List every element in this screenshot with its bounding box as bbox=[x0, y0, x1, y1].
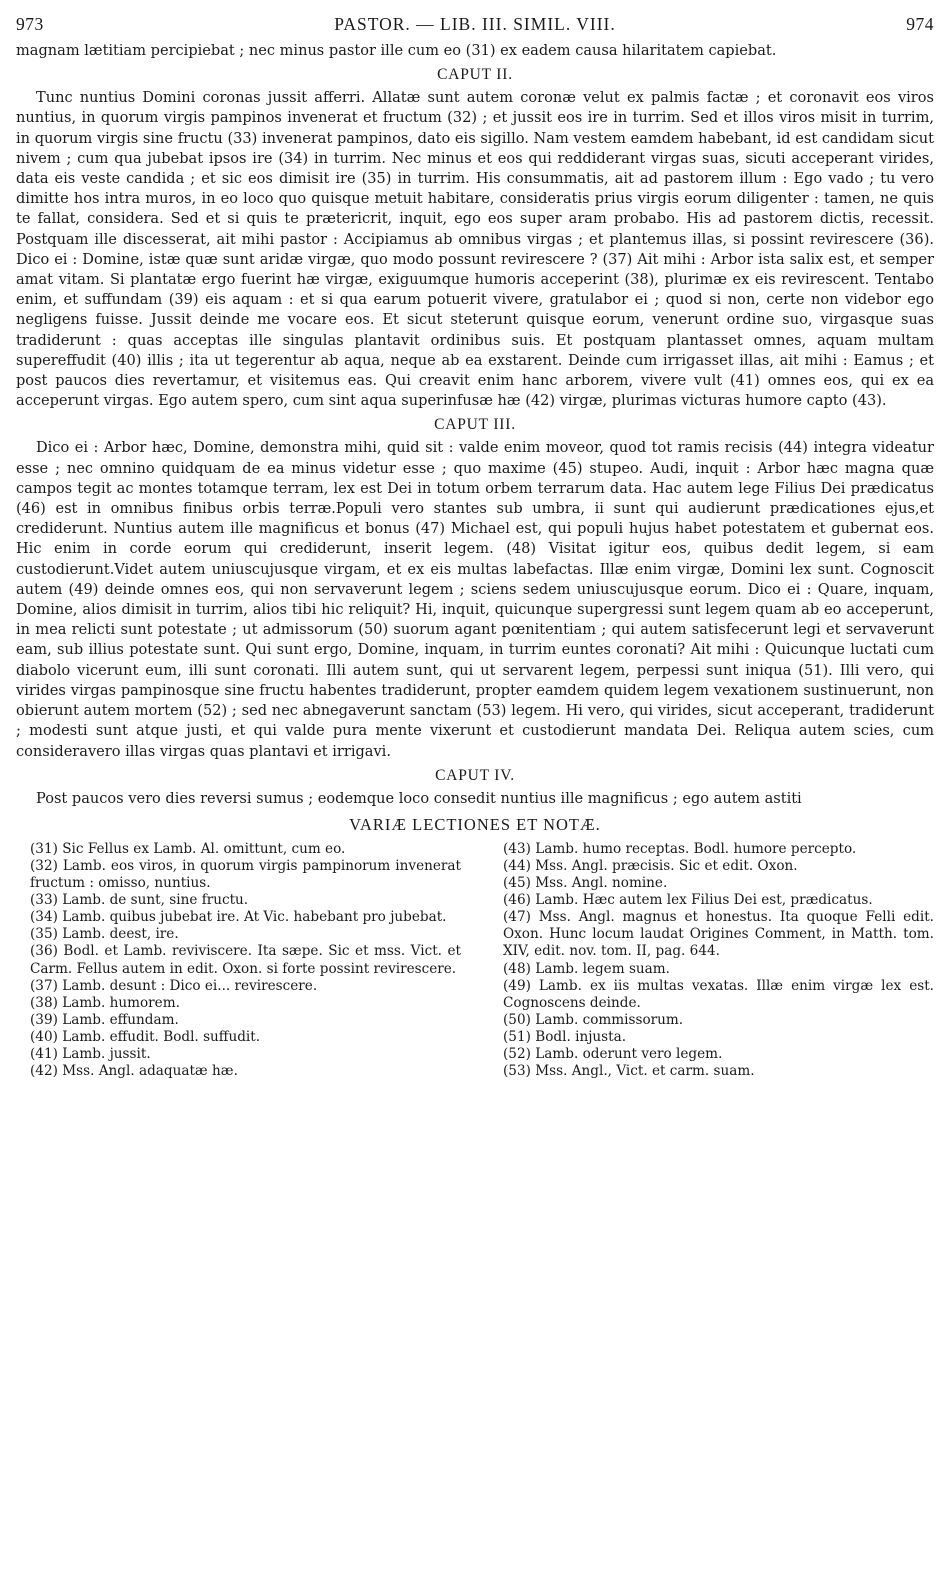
note: (33) Lamb. de sunt, sine fructu. bbox=[30, 892, 249, 909]
note: (41) Lamb. jussit. bbox=[30, 1046, 151, 1063]
note: (47) Mss. Angl. magnus et honestus. Ita quoque Felli edit. Oxon. Hunc locum laudat Origines Comment, in Matth. tom. XIV, edit. nov. tom. II, pag. 644. bbox=[503, 909, 934, 960]
note: (46) Lamb. Hæc autem lex Filius Dei est, prædicatus. bbox=[503, 892, 873, 909]
note: (32) Lamb. eos viros, in quorum virgis pampinorum invenerat fructum : omisso, nuntius. bbox=[30, 858, 461, 892]
note: (39) Lamb. effundam. bbox=[30, 1011, 179, 1028]
page-number-left: 973 bbox=[16, 14, 44, 34]
paragraph-continuation: magnam lætitiam percipiebat ; nec minus pastor ille cum eo (31) ex eadem causa hilaritatem capiebat. bbox=[16, 42, 777, 59]
note: (51) Bodl. injusta. bbox=[503, 1028, 627, 1045]
chapter-heading-3: CAPUT III. bbox=[434, 416, 516, 434]
paragraph-caput-3: Dico ei : Arbor hæc, Domine, demonstra mihi, quid sit : valde enim moveor, quod tot ramis recisis (44) integra videatur esse ; nec omnino quidquam de ea minus videtur esse ; quo maxime (45) stupeo. Audi, inquit : Arbor hæc magna quæ campos tegit ac montes totamque terram, lex est Dei in totum orbem terrarum data. Hac autem lege Filius Dei prædicatus (46) est in omnibus finibus orbis terræ.Populi vero stantes sub umbra, ii sunt qui audierunt prædicationes ejus,et crediderunt. Nuntius autem ille magnificus et bonus (47) Michael est, qui populi hujus habet potestatem et gubernat eos. Hic enim in corde eorum qui crediderunt, inserit legem. (48) Visitat igitur eos, quibus dedit legem, si eam custodierunt.Videt autem uniuscujusque virgam, et ex eis multas labefactas. Illæ enim virgæ, Domini lex sunt. Cognoscit autem (49) deinde omnes eos, qui non servaverunt legem ; sciens sedem uniuscujusque eorum. Dico ei : Quare, inquam, Domine, alios dimisit in turrim, alios tibi hic reliquit? Hi, inquit, quicunque supergressi sunt legem quam ab eo acceperunt, in mea relicti sunt potestate ; ut admissorum (50) suorum agant pœnitentiam ; qui autem satisfecerunt legi et servaverunt eam, sub illius potestate sunt. Qui sunt ergo, Domine, inquam, in turrim euntes coronati? Ait mihi : Quicunque luctati cum diabolo vicerunt eum, illi sunt coronati. Illi autem sunt, qui ut servarent legem, perpessi sunt iniqua (51). Illi vero, qui virides virgas pampinosque sine fructu habentes tradiderunt, propter eamdem quidem legem vexationem sustinuerunt, non obierunt autem mortem (52) ; sed nec abnegaverunt sanctam (53) legem. Hi vero, qui virides, sicut acceperant, tradiderunt ; modesti sunt atque justi, et qui valde pura mente vixerunt et custodierunt mandata Dei. Reliqua autem scies, cum consideravero illas virgas quas plantavi et irrigavi. bbox=[16, 439, 934, 760]
note: (52) Lamb. oderunt vero legem. bbox=[503, 1046, 723, 1063]
page-number-right: 974 bbox=[906, 14, 934, 34]
note: (31) Sic Fellus ex Lamb. Al. omittunt, cum eo. bbox=[30, 840, 346, 857]
note: (53) Mss. Angl., Vict. et carm. suam. bbox=[503, 1063, 755, 1080]
note: (34) Lamb. quibus jubebat ire. At Vic. habebant pro jubebat. bbox=[30, 909, 447, 926]
note: (40) Lamb. effudit. Bodl. suffudit. bbox=[30, 1028, 261, 1045]
note: (48) Lamb. legem suam. bbox=[503, 960, 670, 977]
note: (43) Lamb. humo receptas. Bodl. humore percepto. bbox=[503, 840, 857, 857]
notes-section bbox=[16, 841, 934, 1080]
note: (45) Mss. Angl. nomine. bbox=[503, 875, 668, 892]
running-title: PASTOR. — LIB. III. SIMIL. VIII. bbox=[334, 14, 616, 34]
note: (36) Bodl. et Lamb. reviviscere. Ita sæpe. Sic et mss. Vict. et Carm. Fellus autem in edit. Oxon. si forte possint revirescere. bbox=[30, 943, 461, 977]
note: (49) Lamb. ex iis multas vexatas. Illæ enim virgæ lex est. Cognoscens deinde. bbox=[503, 977, 934, 1011]
note: (50) Lamb. commissorum. bbox=[503, 1011, 684, 1028]
chapter-heading-2: CAPUT II. bbox=[437, 66, 513, 84]
page-header bbox=[16, 14, 934, 35]
note: (37) Lamb. desunt : Dico ei... revirescere. bbox=[30, 977, 318, 994]
chapter-heading-4: CAPUT IV. bbox=[435, 766, 515, 784]
paragraph-caput-2: Tunc nuntius Domini coronas jussit afferri. Allatæ sunt autem coronæ velut ex palmis factæ ; et coronavit eos viros nuntius, in quorum virgis pampinos invenerat et fructum (32) ; et jussit eos ire in turrim. Sed et illos viros misit in turrim, in quorum virgis sine fructu (33) invenerat pampinos, dato eis sigillo. Nam vestem eamdem habebant, id est candidam sicut nivem ; cum qua jubebat ipsos ire (34) in turrim. Nec minus et eos qui reddiderant virgas suas, sicuti acceperant virides, data eis veste candida ; et sic eos dimisit ire (35) in turrim. His consummatis, ait ad pastorem illum : Ego vado ; tu vero dimitte hos intra muros, in eo loco quo quisque metuit habitare, consideratis prius virgis eorum diligenter : tamen, ne quis te fallat, considera. Sed et si quis te prætericrit, inquit, ego eos super aram probabo. His ad pastorem dictis, recessit. Postquam ille discesserat, ait mihi pastor : Accipiamus ab omnibus virgas ; et plantemus illas, si possint revirescere (36). Dico ei : Domine, istæ quæ sunt aridæ virgæ, quo modo possunt revirescere ? (37) Ait mihi : Arbor ista salix est, et semper amat vitam. Si plantatæ ergo fuerint hæ virgæ, exiguumque humoris acceperint (38), plurimæ ex eis revirescent. Tentabo enim, et suffundam (39) eis aquam : et si qua earum potuerit vivere, gratulabor ei ; quod si non, certe non videbor ego negligens fuisse. Jussit deinde me vocare eos. Et sicut steterunt quisque eorum, venerunt ordine suo, virgasque suas tradiderunt : quas acceptas ille singulas plantavit ordinibus suis. Et postquam plantasset omnes, aquam multam supereffudit (40) illis ; ita ut tegerentur ab aqua, neque ab ea exstarent. Deinde cum irrigasset illas, ait mihi : Eamus ; et post paucos dies revertamur, et visitemus eas. Qui creavit enim hanc arborem, vivere vult (41) omnes eos, qui ex ea acceperunt virgas. Ego autem spero, cum sint aqua superinfusæ hæ (42) virgæ, plurimas victuras humore capto (43). bbox=[16, 89, 934, 410]
note: (44) Mss. Angl. præcisis. Sic et edit. Oxon. bbox=[503, 858, 798, 874]
notes-title: VARIÆ LECTIONES ET NOTÆ. bbox=[349, 814, 601, 834]
note: (35) Lamb. deest, ire. bbox=[30, 926, 179, 943]
note: (42) Mss. Angl. adaquatæ hæ. bbox=[30, 1063, 238, 1080]
paragraph-caput-4: Post paucos vero dies reversi sumus ; eodemque loco consedit nuntius ille magnificus ; ego autem astiti bbox=[36, 789, 802, 807]
notes-column-right bbox=[489, 841, 934, 1080]
main-text bbox=[16, 41, 934, 809]
note: (38) Lamb. humorem. bbox=[30, 994, 180, 1011]
notes-column-left bbox=[16, 841, 461, 1080]
